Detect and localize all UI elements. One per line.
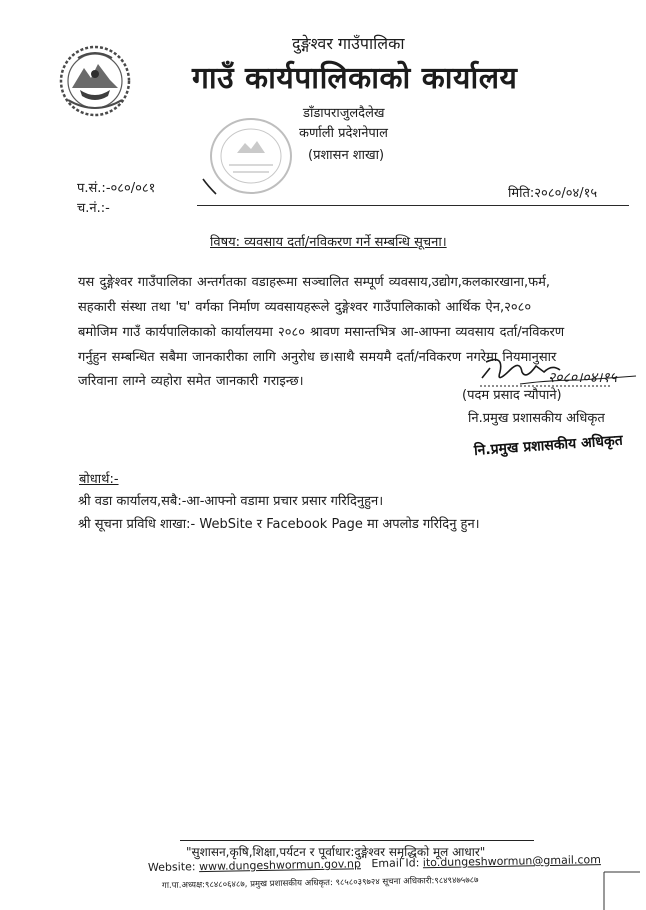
body-line: सहकारी संस्था तथा 'घ' वर्गका निर्माण व्यवसायहरूले दुङ्गेश्वर गाउँपालिकाको आर्थिक ऐन,२०८०: [78, 300, 532, 315]
footer-motto: "सुशासन,कृषि,शिक्षा,पर्यटन र पूर्वाधार:दुङ्गेश्वर समृद्धिको मूल आधार": [186, 845, 486, 859]
footer-rule: [180, 840, 534, 841]
office-province: कर्णाली प्रदेशनेपाल: [299, 126, 388, 141]
designation-stamp: नि.प्रमुख प्रशासकीय अधिकृत: [473, 432, 624, 459]
website-label: Website:: [147, 860, 196, 874]
office-name: गाउँ कार्यपालिकाको कार्यालय: [192, 61, 518, 96]
footer-phones: गा.पा.अध्यक्ष:९८४८०६४८७, प्रमुख प्रशासकीय अधिकृत: ९८५८०३९७२४ सूचना अधिकारी:९८४९४७५७८७: [161, 875, 479, 891]
letter-subject: विषय: व्यवसाय दर्ता/नविकरण गर्ने सम्बन्धि सूचना।: [210, 235, 447, 250]
office-address: डाँडापराजुलदैलेख: [303, 106, 385, 121]
cc-item: श्री वडा कार्यालय,सबै:-आ-आफ्नो वडामा प्रचार प्रसार गरिदिनुहुन।: [78, 494, 384, 509]
body-line: गर्नुहुन सम्बन्धित सबैमा जानकारीका लागि अनुरोध छ।साथै समयमै दर्ता/नविकरण नगरेमा नियमानुसार: [78, 350, 557, 365]
office-seal-icon: [207, 115, 295, 197]
svg-text:२०८०।०४।१५: २०८०।०४।१५: [548, 370, 617, 386]
email-link[interactable]: ito.dungeshwormun@gmail.com: [422, 853, 601, 870]
scan-corner-mark: [600, 870, 640, 910]
reference-number: प.सं.:-०८०/०८१: [77, 181, 156, 196]
signatory-name: (पदम प्रसाद न्यौपाने): [462, 388, 562, 403]
pen-stroke-mark: [200, 176, 220, 198]
nepal-emblem-icon: [58, 44, 132, 118]
website-link[interactable]: www.dungeshwormun.gov.np: [198, 857, 362, 874]
signatory-title: नि.प्रमुख प्रशासकीय अधिकृत: [468, 411, 605, 426]
header-rule: [197, 205, 629, 206]
cc-heading: बोधार्थ:-: [79, 472, 119, 487]
office-branch: (प्रशासन शाखा): [308, 148, 385, 163]
body-line: बमोजिम गाउँ कार्यपालिकाको कार्यालयमा २०८० श्रावण मसान्तभित्र आ-आफ्ना व्यवसाय दर्ता/नविकरण: [78, 325, 565, 340]
cc-item: श्री सूचना प्रविधि शाखा:- WebSite र Facebook Page मा अपलोड गरिदिनु हुन।: [78, 517, 480, 532]
org-name: दुङ्गेश्वर गाउँपालिका: [292, 34, 405, 53]
email-label: Email Id:: [371, 856, 420, 871]
body-line: जरिवाना लाग्ने व्यहोरा समेत जानकारी गराइन्छ।: [78, 374, 304, 389]
letter-date: मिति:२०८०/०४/१५: [508, 186, 598, 201]
body-line: यस दुङ्गेश्वर गाउँपालिका अन्तर्गतका वडाहरूमा सञ्चालित सम्पूर्ण व्यवसाय,उद्योग,कलकारखाना,फर्म,: [78, 275, 551, 290]
dispatch-number: च.नं.:-: [77, 201, 110, 216]
